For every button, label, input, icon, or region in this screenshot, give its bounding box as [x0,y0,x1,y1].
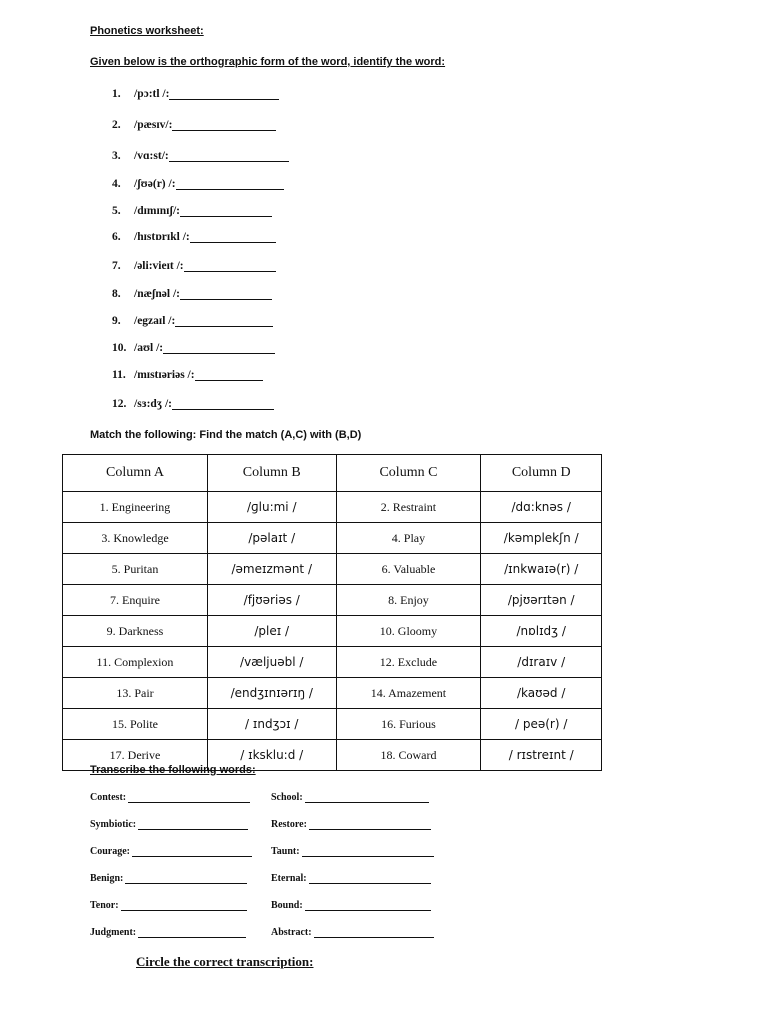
table-cell: / ɪksklu:d / [207,740,336,771]
question-item: 8. /næʃnəl /: [112,288,272,300]
table-cell: /nɒlɪdʒ / [481,616,602,647]
table-row [63,678,602,709]
question-item: 4. /ʃʊə(r) /: [112,178,284,190]
transcribe-item: Tenor: [90,900,247,911]
transcribe-item: Restore: [271,819,431,830]
table-cell: 13. Pair [63,678,208,709]
table-cell: /əmeɪzmənt / [207,554,336,585]
table-row [63,585,602,616]
question-item: 9. /egzaɪl /: [112,315,273,327]
table-header-row [63,455,602,492]
question-item: 5. /dɪmɪnɪʃ/: [112,205,272,217]
table-cell: /endʒɪnɪərɪŋ / [207,678,336,709]
match-table [62,454,602,771]
table-cell: 7. Enquire [63,585,208,616]
table-cell: 18. Coward [336,740,481,771]
table-cell: /ɡlu:mi / [207,492,336,523]
table-cell: 11. Complexion [63,647,208,678]
column-d-header: Column D [481,455,602,492]
table-cell: 3. Knowledge [63,523,208,554]
question-item: 1. /pɔ:tl /: [112,88,279,100]
worksheet-title: Phonetics worksheet: [90,25,204,37]
question-item: 10. /aʊl /: [112,342,275,354]
section3-instruction: Transcribe the following words: [90,764,256,776]
section1-instruction: Given below is the orthographic form of the word, identify the word: [90,56,446,68]
table-row [63,616,602,647]
table-cell: 12. Exclude [336,647,481,678]
table-cell: 14. Amazement [336,678,481,709]
column-b-header: Column B [207,455,336,492]
table-cell: 4. Play [336,523,481,554]
table-row [63,554,602,585]
table-cell: 15. Polite [63,709,208,740]
table-cell: /dɪraɪv / [481,647,602,678]
question-item: 12. /sɜ:dʒ /: [112,398,274,410]
table-cell: 17. Derive [63,740,208,771]
table-cell: /pəlaɪt / [207,523,336,554]
transcribe-item: Contest: [90,792,250,803]
transcribe-item: Bound: [271,900,431,911]
question-item: 6. /hɪstɒrɪkl /: [112,231,276,243]
table-row [63,492,602,523]
column-c-header: Column C [336,455,481,492]
table-cell: 8. Enjoy [336,585,481,616]
table-cell: 2. Restraint [336,492,481,523]
table-cell: 6. Valuable [336,554,481,585]
table-cell: 5. Puritan [63,554,208,585]
table-cell: / peə(r) / [481,709,602,740]
transcribe-item: School: [271,792,429,803]
table-cell: 10. Gloomy [336,616,481,647]
table-row [63,709,602,740]
column-a-header: Column A [63,455,208,492]
table-cell: /kaʊəd / [481,678,602,709]
table-cell: /dɑ:knəs / [481,492,602,523]
table-cell: 16. Furious [336,709,481,740]
table-cell: / ɪndʒɔɪ / [207,709,336,740]
table-cell: 9. Darkness [63,616,208,647]
section4-instruction: Circle the correct transcription: [136,954,314,969]
question-item: 2. /pæsɪv/: [112,119,276,131]
transcribe-item: Judgment: [90,927,246,938]
question-item: 3. /vɑ:st/: [112,150,289,162]
table-cell: 1. Engineering [63,492,208,523]
table-cell: / rɪstreɪnt / [481,740,602,771]
table-cell: /kəmplekʃn / [481,523,602,554]
table-cell: /ɪnkwaɪə(r) / [481,554,602,585]
table-cell: /væljuəbl / [207,647,336,678]
table-cell: /fjʊəriəs / [207,585,336,616]
section2-instruction: Match the following: Find the match (A,C) with (B,D) [90,429,362,441]
transcribe-item: Eternal: [271,873,431,884]
transcribe-item: Abstract: [271,927,434,938]
table-cell: /pleɪ / [207,616,336,647]
transcribe-item: Symbiotic: [90,819,248,830]
transcribe-item: Benign: [90,873,247,884]
table-cell: /pjʊərɪtən / [481,585,602,616]
table-row [63,647,602,678]
table-row [63,523,602,554]
transcribe-item: Taunt: [271,846,434,857]
transcribe-item: Courage: [90,846,252,857]
question-item: 7. /əli:vieɪt /: [112,260,276,272]
question-item: 11. /mɪstɪəriəs /: [112,369,263,381]
